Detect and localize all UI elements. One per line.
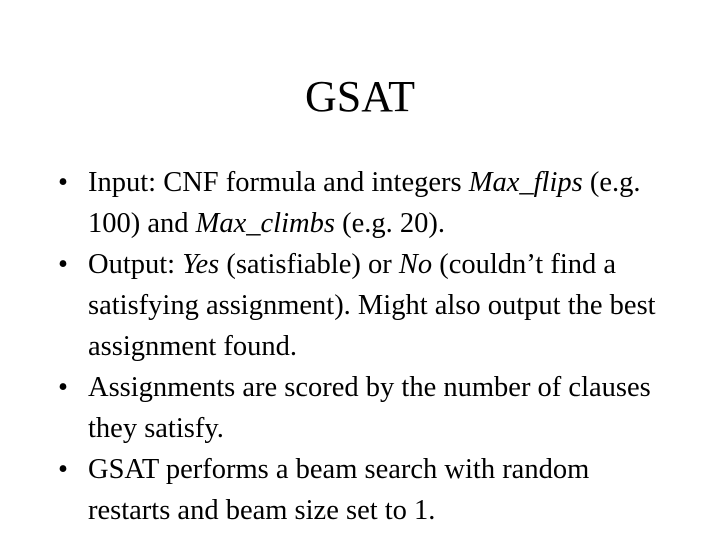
bullet-icon: •	[58, 249, 68, 280]
no-term: No	[398, 249, 433, 280]
bullet-text: (satisfiable) or	[219, 249, 399, 280]
bullet-icon: •	[58, 167, 68, 198]
bullet-gsat-beam	[58, 449, 678, 531]
bullet-text: (e.g. 100) and	[88, 167, 641, 239]
slide-title: GSAT	[304, 72, 416, 121]
bullet-text: Assignments are scored by the number of clauses they satisfy.	[88, 372, 651, 444]
bullet-icon: •	[58, 454, 68, 485]
yes-term: Yes	[182, 249, 220, 280]
bullet-text: (couldn’t find a satisfying assignment). Might also output the best assignment found.	[88, 249, 656, 362]
max-flips-term: Max_flips	[468, 167, 583, 198]
bullet-text: (e.g. 20).	[334, 208, 445, 239]
bullet-text: Input: CNF formula and integers	[88, 167, 469, 198]
bullet-output	[58, 244, 678, 367]
bullet-text: GSAT performs a beam search with random restarts and beam size set to 1.	[88, 454, 590, 526]
bullet-list	[58, 162, 678, 531]
bullet-assignments	[58, 367, 678, 449]
bullet-icon: •	[58, 372, 68, 403]
bullet-text: Output:	[88, 249, 183, 280]
bullet-input	[58, 162, 678, 244]
max-climbs-term: Max_climbs	[195, 208, 335, 239]
